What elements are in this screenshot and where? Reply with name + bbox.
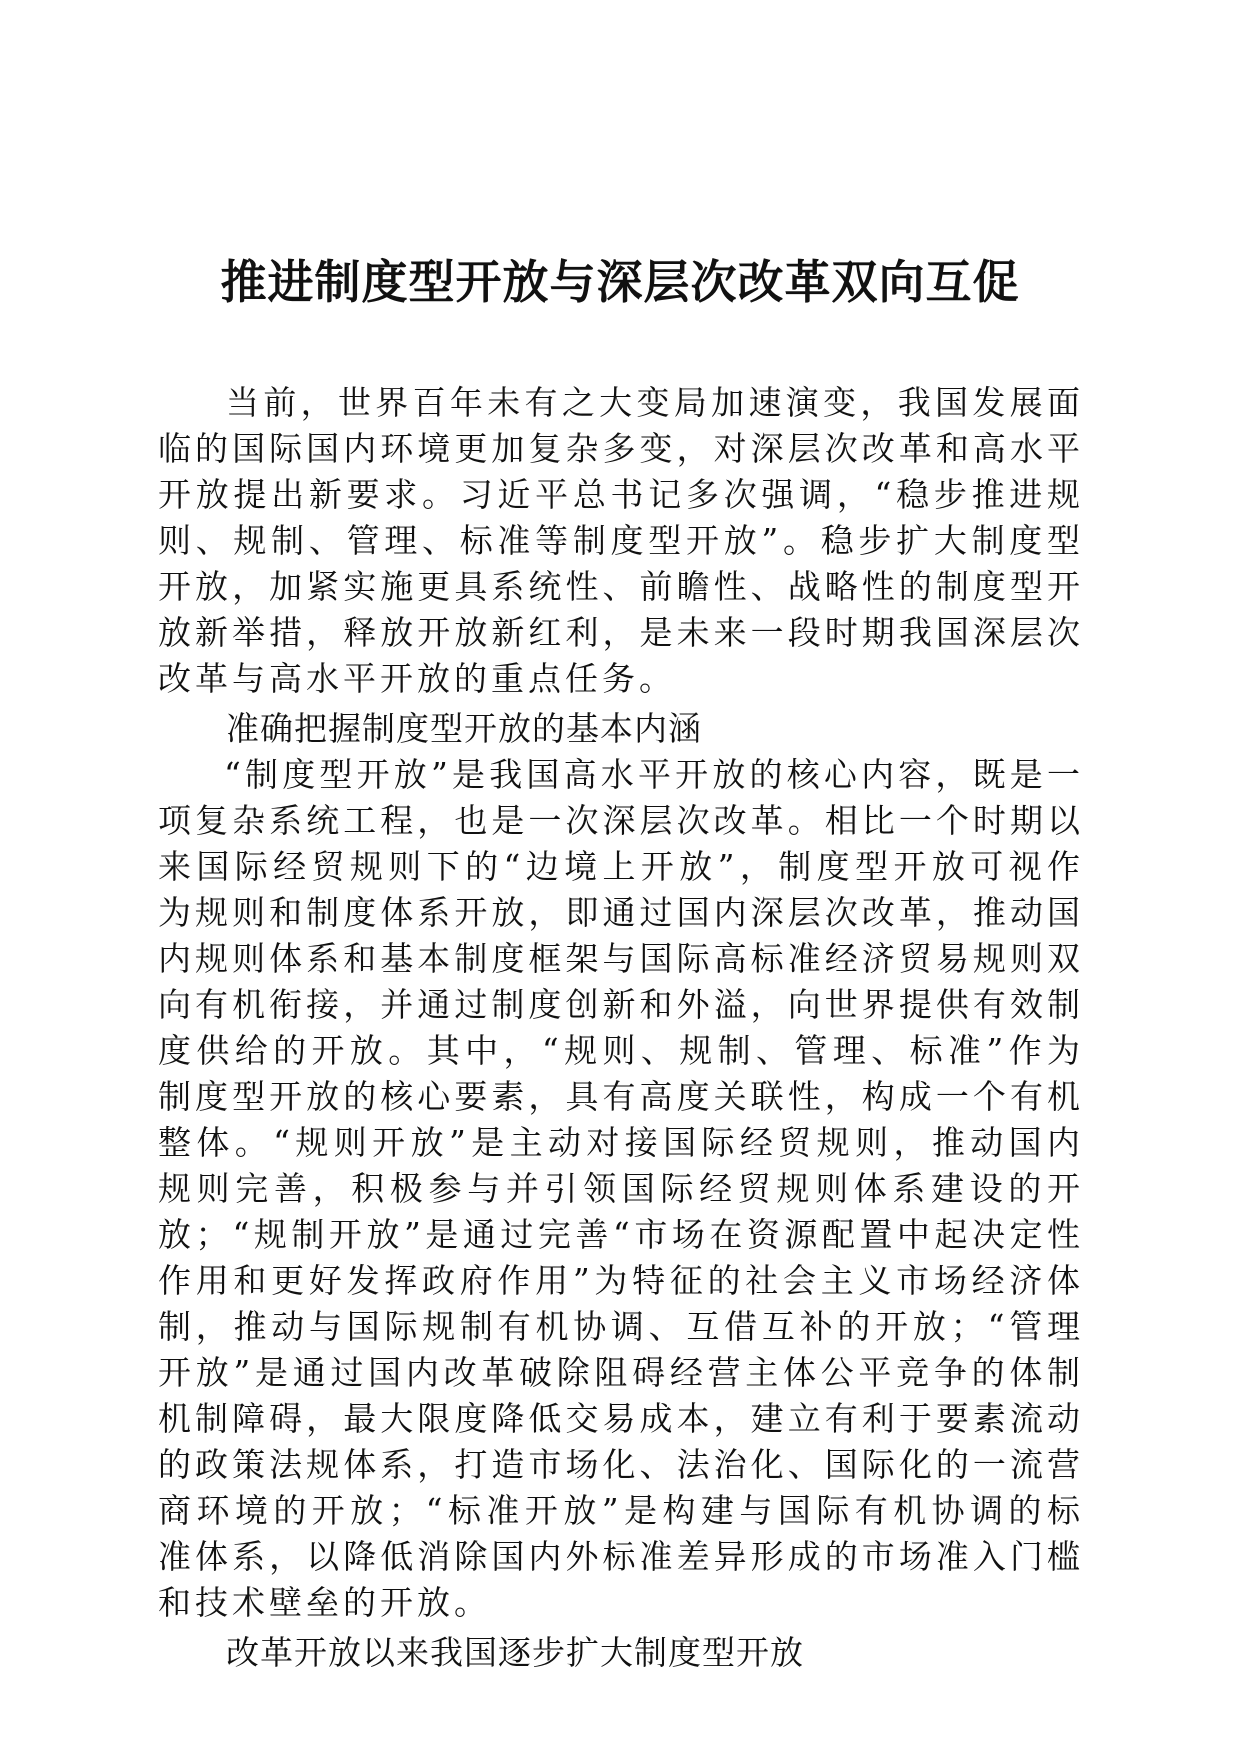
section1-paragraph: “制度型开放”是我国高水平开放的核心内容，既是一项复杂系统工程，也是一次深层次改革。相比一个时期以来国际经贸规则下的“边境上开放”，制度型开放可视作为规则和制度体系开放，即通过国内深层次改革，推动国内规则体系和基本制度框架与国际高标准经济贸易规则双向有机衔接，并通过制度创新和外溢，向世界提供有效制度供给的开放。其中，“规则、规制、管理、标准”作为制度型开放的核心要素，具有高度关联性，构成一个有机整体。“规则开放”是主动对接国际经贸规则，推动国内规则完善，积极参与并引领国际经贸规则体系建设的开放；“规制开放”是通过完善“市场在资源配置中起决定性作用和更好发挥政府作用”为特征的社会主义市场经济体制，推动与国际规制有机协调、互借互补的开放；“管理开放”是通过国内改革破除阻碍经营主体公平竞争的体制机制障碍，最大限度降低交易成本，建立有利于要素流动的政策法规体系，打造市场化、法治化、国际化的一流营商环境的开放；“标准开放”是构建与国际有机协调的标准体系，以降低消除国内外标准差异形成的市场准入门槛和技术壁垒的开放。 (158, 755, 1084, 1622)
document-body (158, 380, 1084, 1676)
document-title: 推进制度型开放与深层次改革双向互促 (220, 255, 1020, 309)
section-heading-basic-connotation: 准确把握制度型开放的基本内涵 (226, 709, 702, 748)
intro-paragraph: 当前，世界百年未有之大变局加速演变，我国发展面临的国际国内环境更加复杂多变，对深层次改革和高水平开放提出新要求。习近平总书记多次强调，“稳步推进规则、规制、管理、标准等制度型开放”。稳步扩大制度型开放，加紧实施更具系统性、前瞻性、战略性的制度型开放新举措，释放开放新红利，是未来一段时期我国深层次改革与高水平开放的重点任务。 (158, 383, 1084, 698)
section-heading-gradual-expansion: 改革开放以来我国逐步扩大制度型开放 (226, 1633, 804, 1672)
